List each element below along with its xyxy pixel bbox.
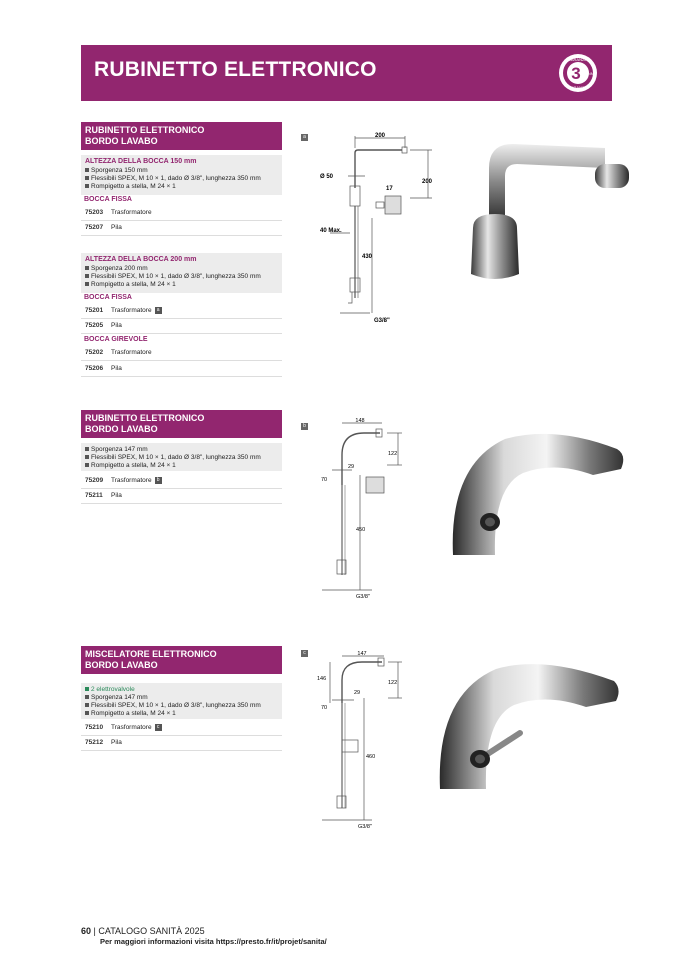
badge-side: ANNI [585, 71, 595, 76]
dim-29: 29 [348, 464, 355, 470]
dim-430: 430 [362, 254, 373, 260]
spec-bullet: Flessibili SPEX, M 10 × 1, dado Ø 3/8", lunghezza 350 mm [85, 175, 278, 183]
dim-122: 122 [388, 451, 398, 457]
dim-17: 17 [386, 186, 393, 192]
technical-drawing-c [312, 648, 412, 833]
section-c-title-2: BORDO LAVABO [85, 660, 158, 670]
section-a-spec-200 [81, 253, 282, 293]
dim-146: 146 [317, 676, 327, 682]
dim-70: 70 [321, 477, 328, 483]
section-a-title-1: RUBINETTO ELETTRONICO [85, 125, 205, 135]
dim-g38: G3/8" [374, 318, 390, 324]
spec-bullet: Flessibili SPEX, M 10 × 1, dado Ø 3/8", lunghezza 350 mm [85, 273, 278, 281]
dim-200-width: 200 [374, 133, 386, 139]
technical-drawing-a [310, 128, 445, 328]
dim-70: 70 [321, 705, 328, 711]
spec-bullet: Sporgenza 147 mm [85, 446, 278, 454]
dim-g38: G3/8" [356, 594, 370, 600]
product-row: 75207 Pila [81, 221, 282, 236]
product-row: 75210 Trasformatore c [81, 721, 282, 736]
subsection-label: BOCCA FISSA [84, 294, 132, 301]
dim-29: 29 [354, 690, 361, 696]
drawing-letter: c [301, 650, 308, 657]
warranty-badge [557, 52, 599, 94]
dim-450: 450 [356, 527, 366, 533]
product-row: 75212 Pila [81, 736, 282, 751]
dim-g38: G3/8" [358, 824, 372, 830]
drawing-ref-tag: a [155, 307, 162, 314]
faucet-b-image [445, 425, 630, 560]
badge-top: GARANZIA [567, 57, 589, 62]
spec-bullet: Sporgenza 147 mm [85, 694, 278, 702]
subsection-label: BOCCA GIREVOLE [84, 336, 148, 343]
spec-heading: ALTEZZA DELLA BOCCA 150 mm [85, 158, 197, 165]
section-c-spec [81, 683, 282, 719]
section-b-spec [81, 443, 282, 471]
drawing-letter: a [301, 134, 308, 141]
dim-40-max: 40 Max. [320, 228, 342, 234]
dim-122: 122 [388, 680, 398, 686]
badge-bottom: GARANZIA [567, 85, 589, 90]
product-row: 75205 Pila [81, 319, 282, 334]
section-a-header [81, 122, 282, 150]
faucet-c-image [434, 655, 624, 795]
product-row: 75203 Trasformatore [81, 206, 282, 221]
dim-147: 147 [357, 651, 367, 657]
product-row: 75202 Trasformatore [81, 346, 282, 361]
section-a-title-2: BORDO LAVABO [85, 136, 158, 146]
drawing-ref-tag: b [155, 477, 162, 484]
spec-bullet: Rompigetto a stella, M 24 × 1 [85, 462, 278, 470]
dim-200-height: 200 [422, 179, 433, 185]
subsection-label: BOCCA FISSA [84, 196, 132, 203]
spec-bullet: Sporgenza 150 mm [85, 167, 278, 175]
footer-page: 60 | CATALOGO SANITÀ 2025 [81, 926, 205, 936]
drawing-ref-tag: c [155, 724, 162, 731]
drawing-letter: b [301, 423, 308, 430]
technical-drawing-b [312, 415, 412, 605]
footer-info: Per maggiori informazioni visita https://presto.fr/it/projet/sanita/ [100, 937, 327, 946]
badge-number: 3 [571, 64, 581, 83]
section-b-header [81, 410, 282, 438]
product-row: 75211 Pila [81, 489, 282, 504]
section-a-spec-150 [81, 155, 282, 195]
product-row: 75209 Trasformatore b [81, 474, 282, 489]
dim-148: 148 [355, 418, 365, 424]
spec-bullet: Flessibili SPEX, M 10 × 1, dado Ø 3/8", lunghezza 350 mm [85, 454, 278, 462]
dim-diameter: Ø 50 [320, 174, 334, 180]
spec-bullet: Flessibili SPEX, M 10 × 1, dado Ø 3/8", lunghezza 350 mm [85, 702, 278, 710]
spec-bullet: Sporgenza 200 mm [85, 265, 278, 273]
section-c-header [81, 646, 282, 674]
spec-bullet: Rompigetto a stella, M 24 × 1 [85, 710, 278, 718]
spec-bullet: Rompigetto a stella, M 24 × 1 [85, 281, 278, 289]
section-c-title-1: MISCELATORE ELETTRONICO [85, 649, 217, 659]
spec-bullet: Rompigetto a stella, M 24 × 1 [85, 183, 278, 191]
product-row: 75206 Pila [81, 362, 282, 377]
faucet-a-image [465, 138, 635, 288]
section-b-title-2: BORDO LAVABO [85, 424, 158, 434]
spec-heading: ALTEZZA DELLA BOCCA 200 mm [85, 256, 197, 263]
spec-bullet-green: 2 elettrovalvole [85, 686, 278, 694]
section-b-title-1: RUBINETTO ELETTRONICO [85, 413, 205, 423]
dim-460: 460 [366, 754, 376, 760]
page-title: RUBINETTO ELETTRONICO [94, 58, 377, 81]
product-row: 75201 Trasformatore a [81, 304, 282, 319]
